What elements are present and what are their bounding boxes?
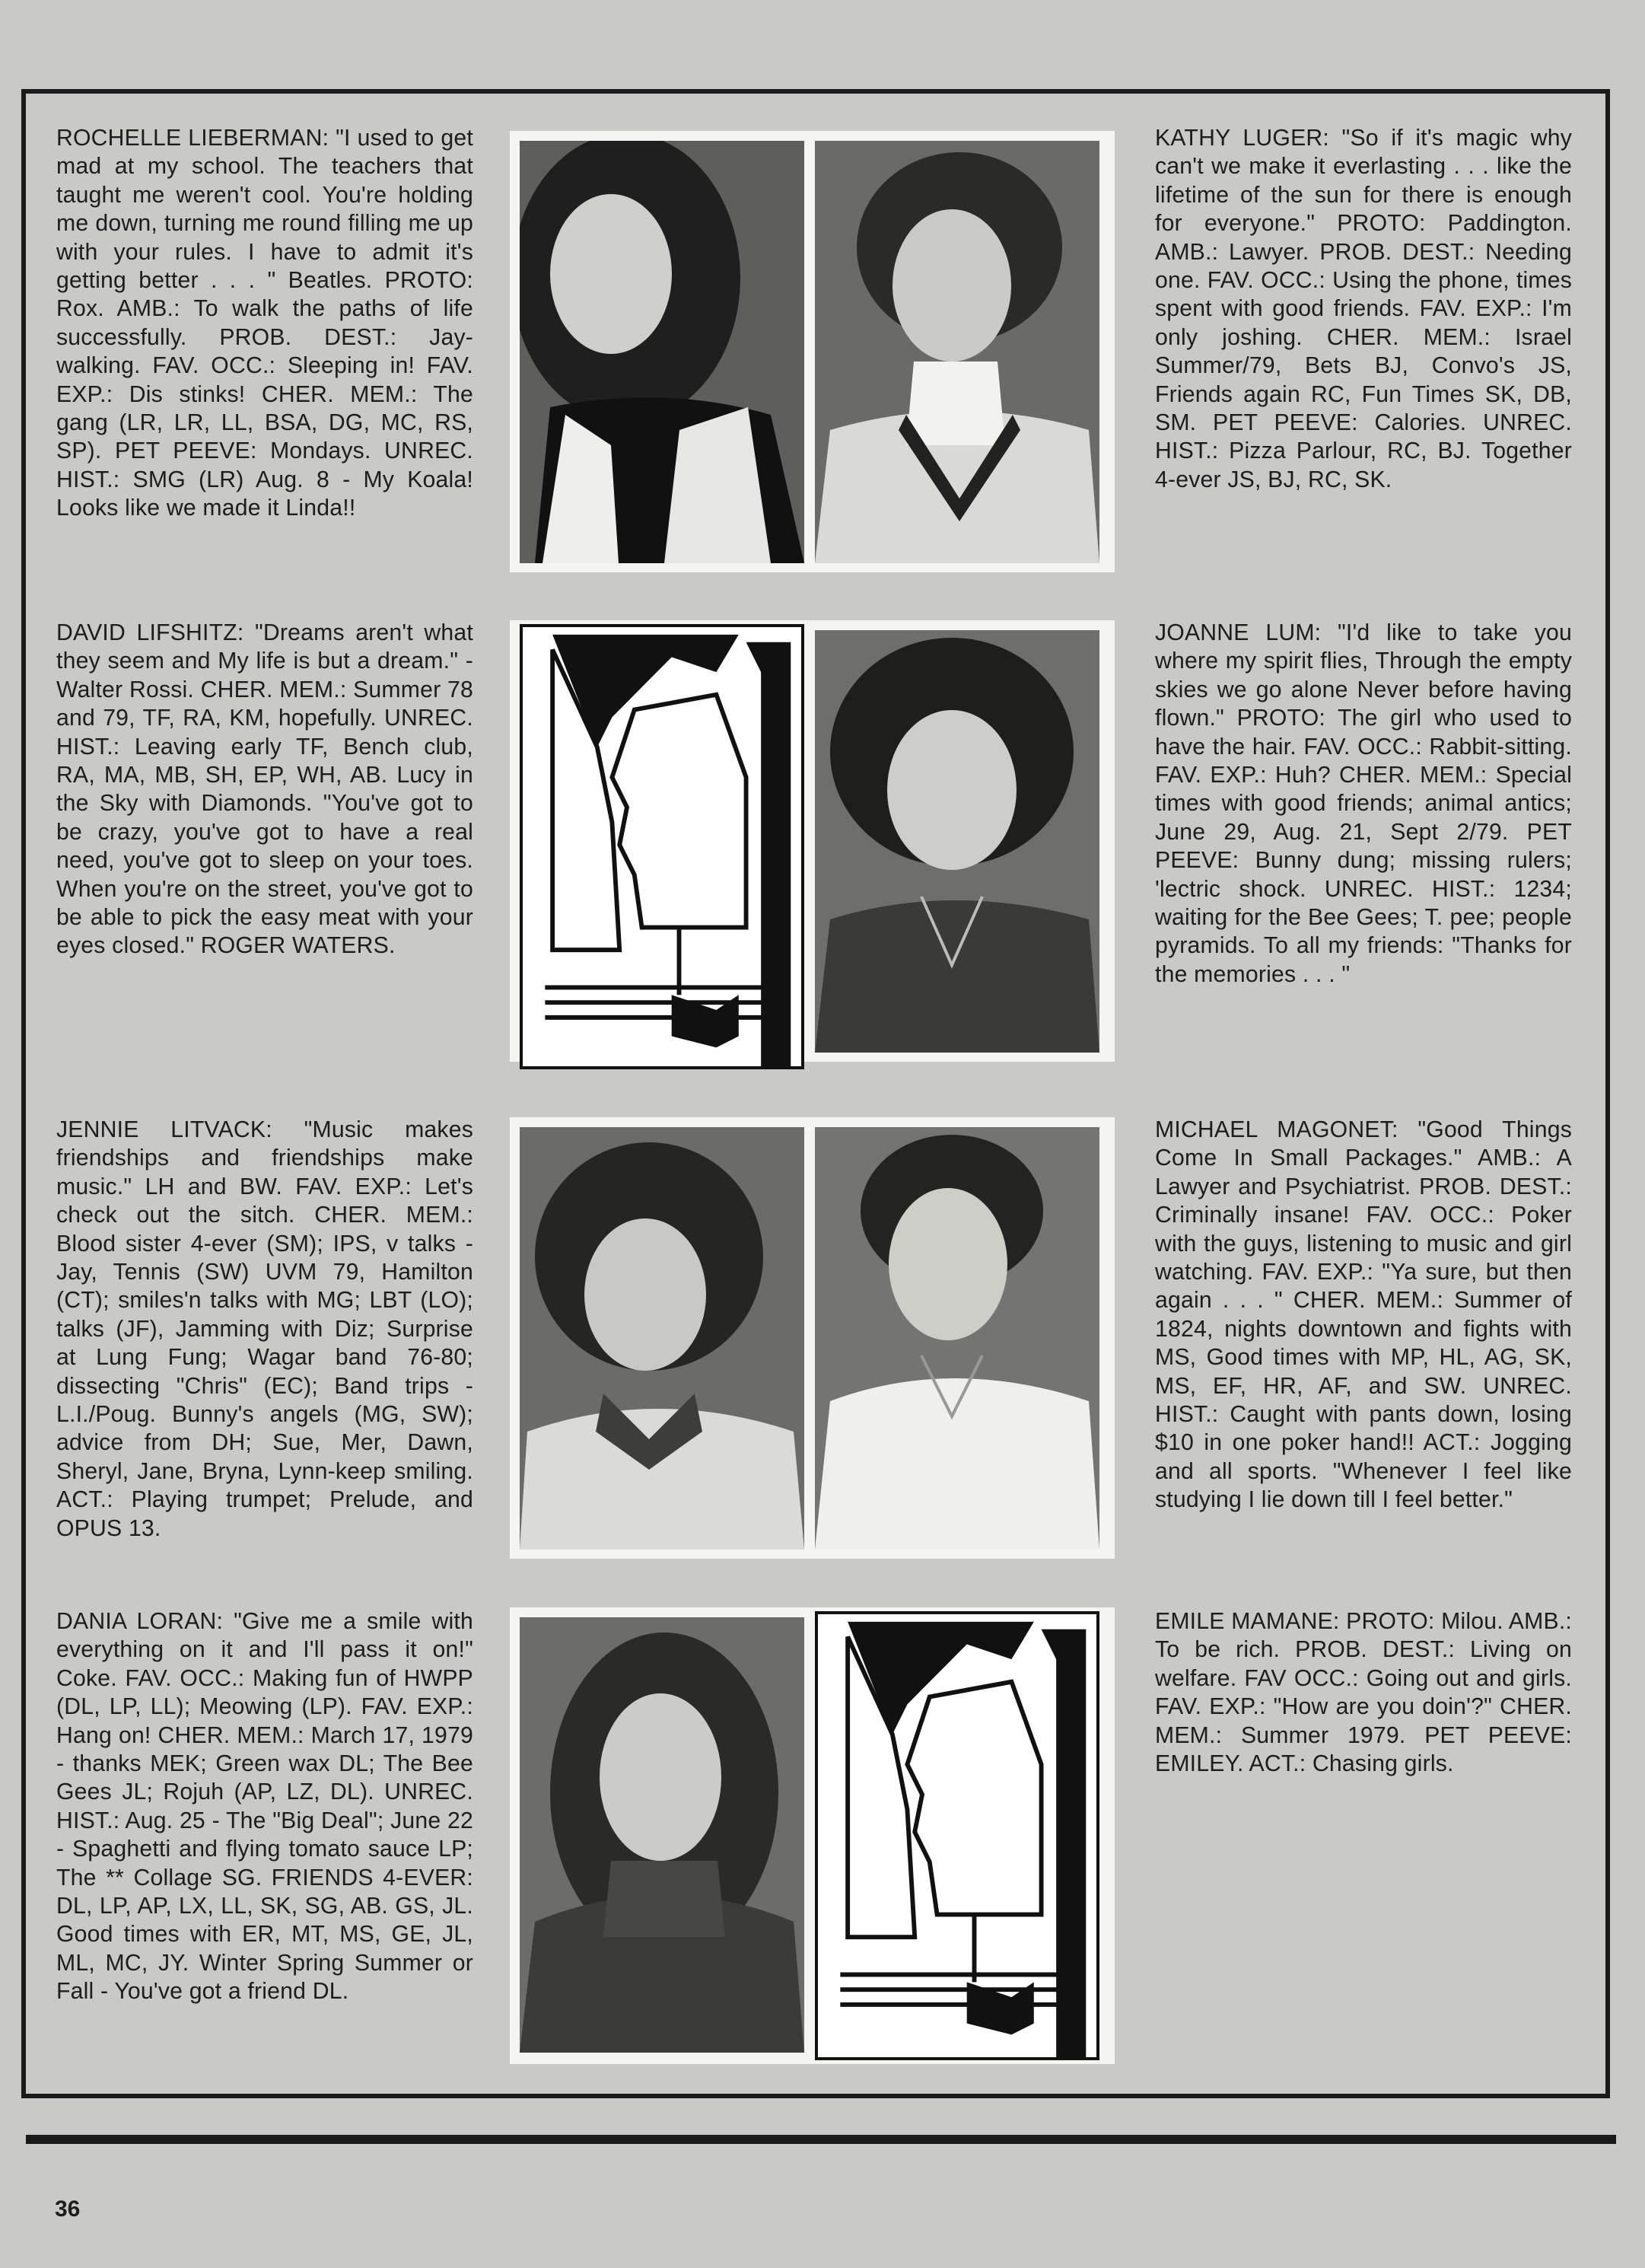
bio-rochelle-lieberman: ROCHELLE LIEBERMAN: "I used to get mad at my school. The teachers that taught me weren't cool. You're holding me down, turning me round filling me up with your rules. I have to admit it's getting better . . . " Beatles. PROTO: Rox. AMB.: To walk the paths of life successfully. PROB. DEST.: Jay-walking. FAV. OCC.: Sleeping in! FAV. EXP.: Dis stinks! CHER. MEM.: The gang (LR, LR, LL, BSA, DG, MC, RS, SP). PET PEEVE: Mondays. UNREC. HIST.: SMG (LR) Aug. 8 - My Koala! Looks like we made it Linda!! [56, 126, 480, 521]
bio-kathy-luger: KATHY LUGER: "So if it's magic why can't we make it everlasting . . . like the lifetime of the sun for there is enough for everyone." PROTO: Paddington. AMB.: Lawyer. PROB. DEST.: Needing one. FAV. OCC.: Using the phone, times spent with good friends. FAV. EXP.: I'm only joshing. CHER. MEM.: Israel Summer/79, Bets BJ, Convo's JS, Friends again RC, Fun Times SK, DB, SM. PET PEEVE: Calories. UNREC. HIST.: Pizza Parlour, RC, BJ. Together 4-ever JS, BJ, RC, SK. [1155, 126, 1579, 492]
photo-pair-row-4 [510, 1607, 1115, 2064]
portrait-photo [815, 1127, 1099, 1550]
placeholder-silhouette-drawing [520, 624, 804, 1069]
photo-pair-row-3 [510, 1117, 1115, 1559]
portrait-photo [520, 1127, 804, 1550]
portrait-photo [815, 141, 1099, 563]
photo-pair-row-2 [510, 620, 1115, 1062]
placeholder-silhouette-drawing [815, 1611, 1099, 2060]
portrait-photo [815, 630, 1099, 1053]
portrait-photo [520, 141, 804, 563]
bio-jennie-litvack: JENNIE LITVACK: "Music makes friendships and friendships make music." LH and BW. FAV. EXP.: Let's check out the sitch. CHER. MEM.: Blood sister 4-ever (SM); IPS, v talks - Jay, Tennis (SW) UVM 79, Hamilton (CT); smiles'n talks with MG; LBT (LO); talks (JF), Jamming with Diz; Surprise at Lung Fung; Wagar band 76-80; dissecting "Chris" (EC); Band trips - L.I./Poug. Bunny's angels (MG, SW); advice from DH; Sue, Mer, Dawn, Sheryl, Jane, Bryna, Lynn-keep smiling. ACT.: Playing trumpet; Prelude, and OPUS 13. [56, 1117, 480, 1541]
photo-pair-row-1 [510, 131, 1115, 572]
page-number: 36 [55, 2196, 81, 2222]
bio-david-lifshitz: DAVID LIFSHITZ: "Dreams aren't what they seem and My life is but a dream." - Walter Rossi. CHER. MEM.: Summer 78 and 79, TF, RA, KM, hopefully. UNREC. HIST.: Leaving early TF, Bench club, RA, MA, MB, SH, EP, WH, AB. Lucy in the Sky with Diamonds. "You've got to be crazy, you've got to have a real need, you've got to sleep on your toes. When you're on the street, you've got to be able to pick the easy meat with your eyes closed." ROGER WATERS. [56, 620, 480, 959]
portrait-photo [520, 1617, 804, 2053]
bio-dania-loran: DANIA LORAN: "Give me a smile with everything on it and I'll pass it on!" Coke. FAV. OCC.: Making fun of HWPP (DL, LP, LL); Meowing (LP). FAV. EXP.: Hang on! CHER. MEM.: March 17, 1979 - thanks MEK; Green wax DL; The Bee Gees JL; Rojuh (AP, LZ, DL). UNREC. HIST.: Aug. 25 - The "Big Deal"; June 22 - Spaghetti and flying tomato sauce LP; The ** Collage SG. FRIENDS 4-EVER: DL, LP, AP, LX, LL, SK, SG, AB. GS, JL. Good times with ER, MT, MS, GE, JL, ML, MC, JY. Winter Spring Summer or Fall - You've got a friend DL. [56, 1609, 480, 2005]
bio-emile-mamane: EMILE MAMANE: PROTO: Milou. AMB.: To be rich. PROB. DEST.: Living on welfare. FAV OCC.: Going out and girls. FAV. EXP.: "How are you doin'?" CHER. MEM.: Summer 1979. PET PEEVE: EMILEY. ACT.: Chasing girls. [1155, 1609, 1579, 1777]
bio-joanne-lum: JOANNE LUM: "I'd like to take you where my spirit flies, Through the empty skies we go alone Never before having flown." PROTO: The girl who used to have the hair. FAV. OCC.: Rabbit-sitting. FAV. EXP.: Huh? CHER. MEM.: Special times with good friends; animal antics; June 29, Aug. 21, Sept 2/79. PET PEEVE: Bunny dung; missing rulers; 'lectric shock. UNREC. HIST.: 1234; waiting for the Bee Gees; T. pee; people pyramids. To all my friends: "Thanks for the memories . . . " [1155, 620, 1579, 987]
footer-rule [26, 2135, 1616, 2144]
bio-michael-magonet: MICHAEL MAGONET: "Good Things Come In Small Packages." AMB.: A Lawyer and Psychiatrist. PROB. DEST.: Criminally insane! FAV. OCC.: Poker with the guys, listening to music and girl watching. FAV. EXP.: "Ya sure, but then again . . . " CHER. MEM.: Summer of 1824, nights downtown and fights with MS, Good times with MP, HL, AG, SK, MS, EF, HR, AF, and SW. UNREC. HIST.: Caught with pants down, losing $10 in one poker hand!! ACT.: Jogging and all sports. "Whenever I feel like studying I lie down till I feel better." [1155, 1117, 1579, 1513]
